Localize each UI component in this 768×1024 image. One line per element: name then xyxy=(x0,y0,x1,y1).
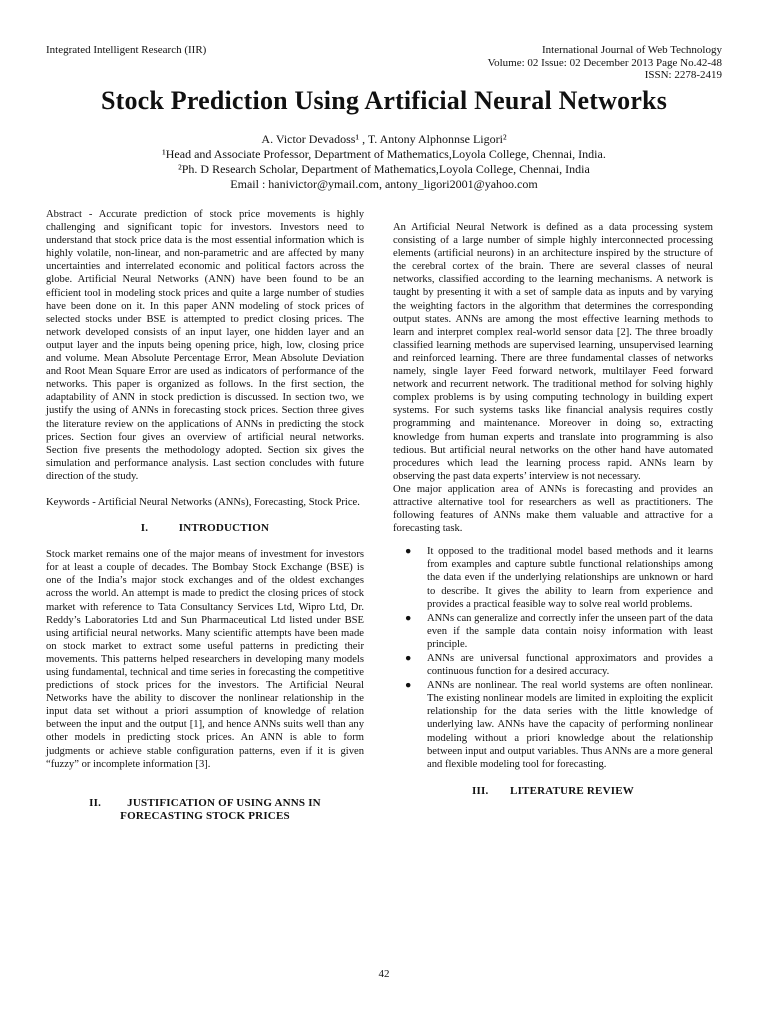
section-heading-literature-review xyxy=(393,785,713,798)
forecasting-paragraph: One major application area of ANNs is forecasting and provides an attractive alternative tool for researchers as well as practitioners. The following features of ANNs make them valuable and attractive for a forecasting task. xyxy=(393,483,713,535)
journal-issn: ISSN: 2278-2419 xyxy=(644,69,722,81)
author-block xyxy=(0,132,768,192)
bullet-icon: ● xyxy=(405,546,412,558)
paper-title: Stock Prediction Using Artificial Neural Networks xyxy=(100,86,668,115)
affiliation-1: ¹Head and Associate Professor, Department of Mathematics,Loyola College, Chennai, India. xyxy=(162,147,606,161)
bullet-icon: ● xyxy=(405,612,412,624)
section-heading-introduction xyxy=(46,522,364,535)
list-item: ● ANNs can generalize and correctly infer the unseen part of the data even if the sample data contain noisy information with least principle. xyxy=(405,612,713,650)
keywords: Keywords - Artificial Neural Networks (ANNs), Forecasting, Stock Price. xyxy=(46,496,360,508)
page-number: 42 xyxy=(378,968,390,980)
list-item: ● It opposed to the traditional model based methods and it learns from examples and capture subtle functional relationships among the data even if the underlying relationships are unknown or hard to describe. It gives the ability to learn from experience and provides a practical feasible way to solve real world problems. xyxy=(405,546,713,610)
affiliation-2: ²Ph. D Research Scholar, Department of Mathematics,Loyola College, Chennai, India xyxy=(178,162,590,176)
section-heading-justification xyxy=(46,797,364,823)
journal-info xyxy=(392,44,722,82)
list-item: ● ANNs are universal functional approximators and provides a continuous function for a desired accuracy. xyxy=(405,653,713,678)
right-column xyxy=(393,221,713,798)
journal-publisher: Integrated Intelligent Research (IIR) xyxy=(46,44,207,56)
journal-name: International Journal of Web Technology xyxy=(541,44,722,56)
journal-volume: Volume: 02 Issue: 02 December 2013 Page No.42-48 xyxy=(487,56,722,69)
author-email: Email : hanivictor@ymail.com, antony_ligori2001@yahoo.com xyxy=(230,177,538,191)
section-title: LITERATURE REVIEW xyxy=(510,784,634,797)
section-number: I. xyxy=(140,522,149,535)
list-item: ● ANNs are nonlinear. The real world systems are often nonlinear. The existing nonlinear models are limited in exploiting the explicit relationship for the data series with the little knowledge of underlying law. ANNs have the capacity of performing nonlinear modeling without a priori knowledge about the relationship between input and output variables. Thus ANNs are a more general and flexible modeling tool for forecasting. xyxy=(405,680,713,770)
section-title-line-2: FORECASTING STOCK PRICES xyxy=(120,809,290,822)
author-names: A. Victor Devadoss¹ , T. Antony Alphonnse Ligori² xyxy=(261,132,507,146)
ann-definition-paragraph: An Artificial Neural Network is defined as a data processing system consisting of a large number of simple highly interconnected processing elements (artificial neurons) in an architecture inspired by the structure of the cerebral cortex of the brain. There are several classes of neural networks, classified according to the learning mechanisms. A network is taught by presenting it with a set of sample data as inputs and by varying the weighting factors in the algorithm that determines the corresponding output states. ANNs are among the most effective learning methods to learn and interpret complex real-world sensor data [2]. The three broadly classified learning methods are supervised learning, unsupervised learning and reinforced learning. There are three fundamental classes of networks namely, single layer Feed forward network, multilayer Feed forward network and recurrent network. The traditional method for solving highly complex problems is by using computing technology in building expert systems. For such systems tasks like financial analysis requires costly programming and maintenance. Moreover in doing so, extracting knowledge from human experts and translate into programming is also tedious. But artificial neural networks on the other hand have automated procedures which lead the learning process rapid. ANNs learn by observing the past data experts’ interview is not necessary. xyxy=(393,222,713,482)
introduction-paragraph: Stock market remains one of the major means of investment for investors for at least a couple of decades. The Bombay Stock Exchange (BSE) is one of the India’s major stock exchanges and of the oldest exchanges across the world. An attempt is made to predict the closing prices of stock market with reference to Tata Consultancy Services Ltd, Wipro Ltd, Dr. Reddy’s Laboratories Ltd and Sun Pharmaceutical Ltd listed under BSE using artificial neural networks. Many scientific attempts have been made on stock market to extract some useful patterns in predicting their movements. This patterns helped researchers in developing many models using fundamental, technical and time series in forecasting the competitive predictions of stock prices for the investors. The Artificial Neural Networks have the ability to discover the nonlinear relationship in the input data set without a priori assumption of knowledge of relation between the input and the output [1], and hence ANNs suits well than any other models in predicting stock prices. An ANN is able to form judgments or achieve stable configuration patterns, even if it is given “fuzzy” or incomplete information [3]. xyxy=(46,549,364,770)
section-number: III. xyxy=(472,784,489,797)
bullet-icon: ● xyxy=(405,680,412,692)
section-title-line-1: JUSTIFICATION OF USING ANNS IN xyxy=(127,796,321,809)
ann-features-list xyxy=(393,545,713,771)
section-title: INTRODUCTION xyxy=(178,522,270,535)
bullet-icon: ● xyxy=(405,653,412,664)
left-column xyxy=(46,208,364,823)
abstract: Abstract - Accurate prediction of stock price movements is highly challenging and significant topic for investors. Investors need to understand that stock price data is the most essential information which is highly volatile, non-linear, and non-parametric and are affected by many uncertainties and interrelated economic and political factors across the globe. Artificial Neural Networks (ANN) have been found to be an efficient tool in modeling stock prices and quite a large number of studies have been done on it. In this paper ANN modeling of stock prices of selected stocks under BSE is attempted to predict closing prices. The network developed consists of an input layer, one hidden layer and an output layer and the inputs being opening price, high, low, closing price and volume. Mean Absolute Percentage Error, Mean Absolute Deviation and Root Mean Square Error are used as indicators of performance of the networks. This paper is organized as follows. In the first section, the adaptability of ANN in stock prediction is discussed. In section two, we justify the using of ANNs in forecasting stock prices. Section three gives the literature review on the applications of ANNs in predicting the stock prices. Section four gives an overview of artificial neural networks. Section five presents the methodology adopted. Section six gives the simulation and performance analysis. Last section concludes with future direction of the study. xyxy=(46,209,364,482)
section-number: II. xyxy=(89,796,102,809)
